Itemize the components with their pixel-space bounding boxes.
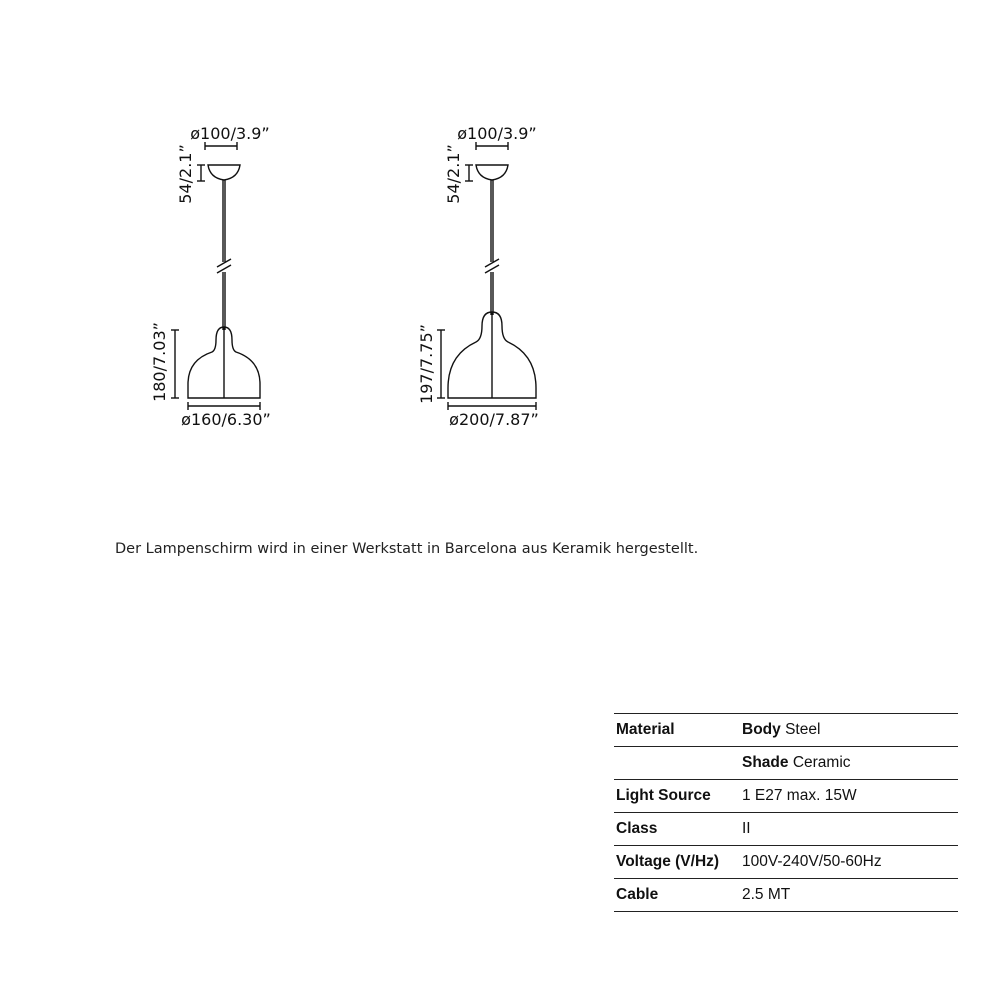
spec-label-material: Material — [616, 721, 675, 738]
lamp-large-shade-height-label: 197/7.75” — [417, 324, 436, 404]
lamp-small-canopy-diameter-label: ø100/3.9” — [190, 124, 270, 143]
spec-value-class: II — [742, 820, 751, 837]
lamp-small-shade-diameter-label: ø160/6.30” — [181, 410, 271, 429]
lamp-large-shade-diameter-label: ø200/7.87” — [449, 410, 539, 429]
spec-value-body: Body Steel — [742, 721, 821, 738]
canopy-icon — [476, 165, 508, 180]
table-row — [614, 879, 958, 912]
spec-value-voltage: 100V-240V/50-60Hz — [742, 853, 882, 870]
spec-label-empty — [614, 747, 740, 780]
lamp-small-canopy-height-label: 54/2.1” — [176, 144, 195, 204]
lamp-small-shade-height-label: 180/7.03” — [150, 322, 169, 402]
table-row — [614, 813, 958, 846]
product-description: Der Lampenschirm wird in einer Werkstatt in Barcelona aus Keramik hergestellt. — [115, 541, 699, 557]
spec-value-shade: Shade Ceramic — [742, 754, 851, 771]
table-row — [614, 714, 958, 747]
spec-value-light-source: 1 E27 max. 15W — [742, 787, 857, 804]
table-row — [614, 747, 958, 780]
spec-label-light-source: Light Source — [616, 787, 711, 804]
lamp-large-canopy-diameter-label: ø100/3.9” — [457, 124, 537, 143]
canopy-icon — [208, 165, 240, 180]
table-row — [614, 846, 958, 879]
specifications-table — [614, 713, 958, 912]
spec-value-cable: 2.5 MT — [742, 886, 791, 903]
spec-label-voltage: Voltage (V/Hz) — [616, 853, 720, 870]
lamp-large-canopy-height-label: 54/2.1” — [444, 144, 463, 204]
spec-label-cable: Cable — [616, 886, 659, 903]
table-row — [614, 780, 958, 813]
spec-label-class: Class — [616, 820, 658, 837]
